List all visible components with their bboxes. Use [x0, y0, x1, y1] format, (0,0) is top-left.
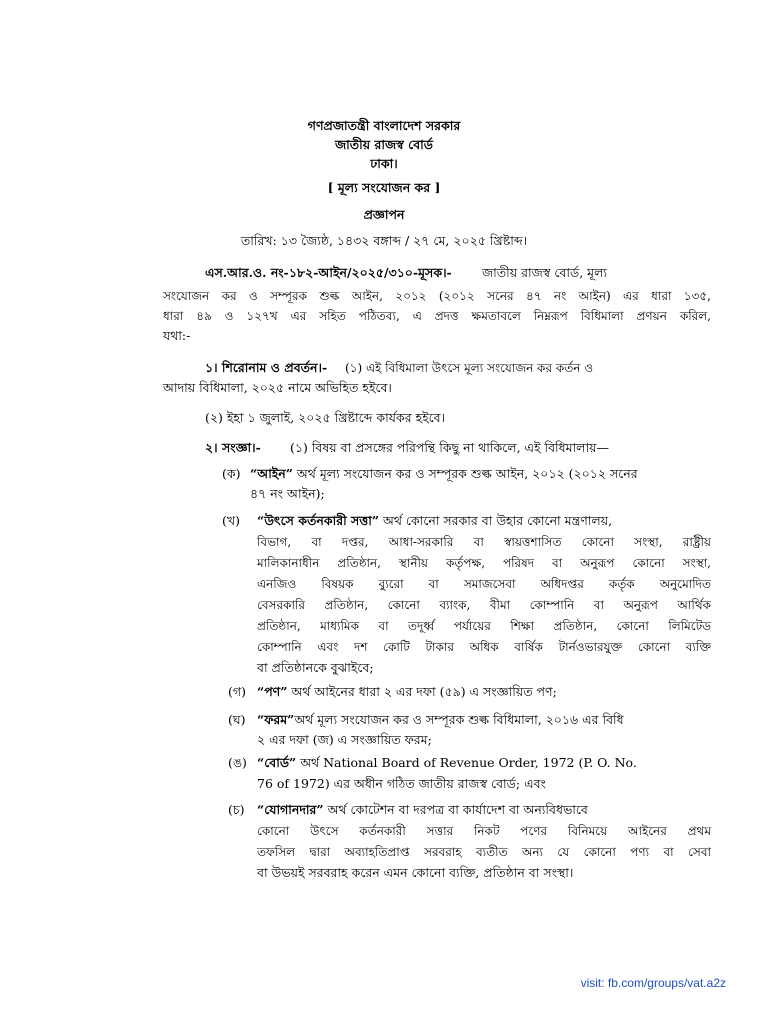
clause-kha-line-2: বিভাগ, বা দপ্তর, আধা-সরকারি বা স্বায়ত্তশাসিত কোনো সংস্থা, রাষ্ট্রীয় [257, 535, 711, 549]
section-2-heading: ২। সংজ্ঞা।- [205, 440, 261, 455]
clause-kha-line-3: মালিকানাধীন প্রতিষ্ঠান, স্থানীয় কর্তৃপক্ষ, পরিষদ বা অনুরূপ কোনো সংস্থা, [257, 556, 711, 570]
clause-nga-label: (ঙ) [228, 755, 247, 770]
section-1-line-2: আদায় বিধিমালা, ২০২৫ নামে অভিহিত হইবে। [163, 380, 392, 395]
clause-kha-line-6: প্রতিষ্ঠান, মাধ্যমিক বা তদূর্ধ্ব পর্যায়ের শিক্ষা প্রতিষ্ঠান, কোনো লিমিটেড [257, 619, 711, 633]
facebook-group-link[interactable]: visit: fb.com/groups/vat.a2z [580, 976, 726, 990]
preamble-line-3: ধারা ৪৯ ও ১২৭খ এর সহিত পঠিতব্য, এ প্রদত্ত ক্ষমতাবলে নিম্নরূপ বিধিমালা প্রণয়ন করিল, [163, 309, 711, 323]
clause-kha-line-4: এনজিও বিষয়ক ব্যুরো বা সমাজসেবা অধিদপ্তর কর্তৃক অনুমোদিত [257, 577, 711, 591]
clause-kha-line-5: বেসরকারি প্রতিষ্ঠান, কোনো ব্যাংক, বীমা কোম্পানি বা অনুরূপ আর্থিক [257, 598, 711, 612]
section-1-line-3: (২) ইহা ১ জুলাই, ২০২৫ খ্রিষ্টাব্দে কার্যকর হইবে। [205, 410, 446, 425]
clause-ka-line-1: “আইন” অর্থ মূল্য সংযোজন কর ও সম্পূরক শুল্ক আইন, ২০১২ (২০১২ সনের [250, 466, 638, 481]
section-1-heading: ১। শিরোনাম ও প্রবর্তন।- [205, 360, 328, 375]
clause-cha-line-4: বা উভয়ই সরবরাহ করেন এমন কোনো ব্যক্তি, প্রতিষ্ঠান বা সংস্থা। [257, 865, 574, 880]
clause-kha-line-8: বা প্রতিষ্ঠানকে বুঝাইবে; [257, 660, 374, 675]
clause-kha-label: (খ) [222, 513, 240, 528]
section-2-intro: (১) বিষয় বা প্রসঙ্গের পরিপন্থি কিছু না থাকিলে, এই বিধিমালায়— [290, 440, 609, 455]
clause-gha-line-2: ২ এর দফা (জ) এ সংজ্ঞায়িত ফরম; [257, 732, 432, 747]
clause-cha-line-1: “যোগানদার” অর্থ কোটেশন বা দরপত্র বা কার্যাদেশ বা অন্যবিধভাবে [257, 802, 588, 817]
preamble-line-2: সংযোজন কর ও সম্পূরক শুল্ক আইন, ২০১২ (২০১২ সনের ৪৭ নং আইন) এর ধারা ১৩৫, [163, 289, 711, 303]
sro-number: এস.আর.ও. নং-১৮২-আইন/২০২৫/৩১০-মূসক।- [205, 265, 452, 280]
section-1-line-1: (১) এই বিধিমালা উৎসে মূল্য সংযোজন কর কর্তন ও [345, 361, 594, 375]
notification-date: তারিখ: ১৩ জ্যৈষ্ঠ, ১৪৩২ বঙ্গাব্দ / ২৭ মে, ২০২৫ খ্রিষ্টাব্দ। [240, 233, 528, 248]
board-heading: জাতীয় রাজস্ব বোর্ড [335, 137, 433, 152]
clause-cha-label: (চ) [228, 802, 245, 817]
government-heading: গণপ্রজাতন্ত্রী বাংলাদেশ সরকার [307, 118, 461, 133]
subject-heading: [ মূল্য সংযোজন কর ] [327, 180, 441, 195]
clause-ka-line-2: ৪৭ নং আইন); [250, 486, 325, 501]
clause-cha-line-3: তফসিল দ্বারা অব্যাহতিপ্রাপ্ত সরবরাহ ব্যতীত অন্য যে কোনো পণ্য বা সেবা [257, 845, 711, 859]
clause-ga-line-1: “পণ” অর্থ আইনের ধারা ২ এর দফা (৫৯) এ সংজ্ঞায়িত পণ; [257, 684, 557, 699]
clause-cha-line-2: কোনো উৎসে কর্তনকারী সত্তার নিকট পণের বিনিময়ে আইনের প্রথম [257, 824, 711, 838]
clause-gha-line-1: “ফরম”অর্থ মূল্য সংযোজন কর ও সম্পূরক শুল্ক বিধিমালা, ২০১৬ এর বিধি [257, 712, 624, 727]
notification-title: প্রজ্ঞাপন [363, 207, 405, 222]
preamble-line-1: জাতীয় রাজস্ব বোর্ড, মূল্য [482, 265, 608, 280]
clause-ka-label: (ক) [222, 466, 241, 481]
clause-ga-label: (গ) [228, 684, 246, 699]
preamble-line-4: যথা:- [163, 328, 191, 343]
clause-gha-label: (ঘ) [228, 712, 246, 727]
clause-nga-line-1: “বোর্ড” অর্থ National Board of Revenue Order, 1972 (P. O. No. [257, 755, 637, 770]
clause-kha-line-7: কোম্পানি এবং দশ কোটি টাকার অধিক বার্ষিক টার্নওভারযুক্ত কোনো ব্যক্তি [257, 640, 711, 654]
city-heading: ঢাকা। [370, 156, 398, 171]
clause-kha-line-1: “উৎসে কর্তনকারী সত্তা” অর্থ কোনো সরকার বা উহার কোনো মন্ত্রণালয়, [257, 513, 613, 528]
clause-nga-line-2: 76 of 1972) এর অধীন গঠিত জাতীয় রাজস্ব বোর্ড; এবং [257, 776, 546, 791]
